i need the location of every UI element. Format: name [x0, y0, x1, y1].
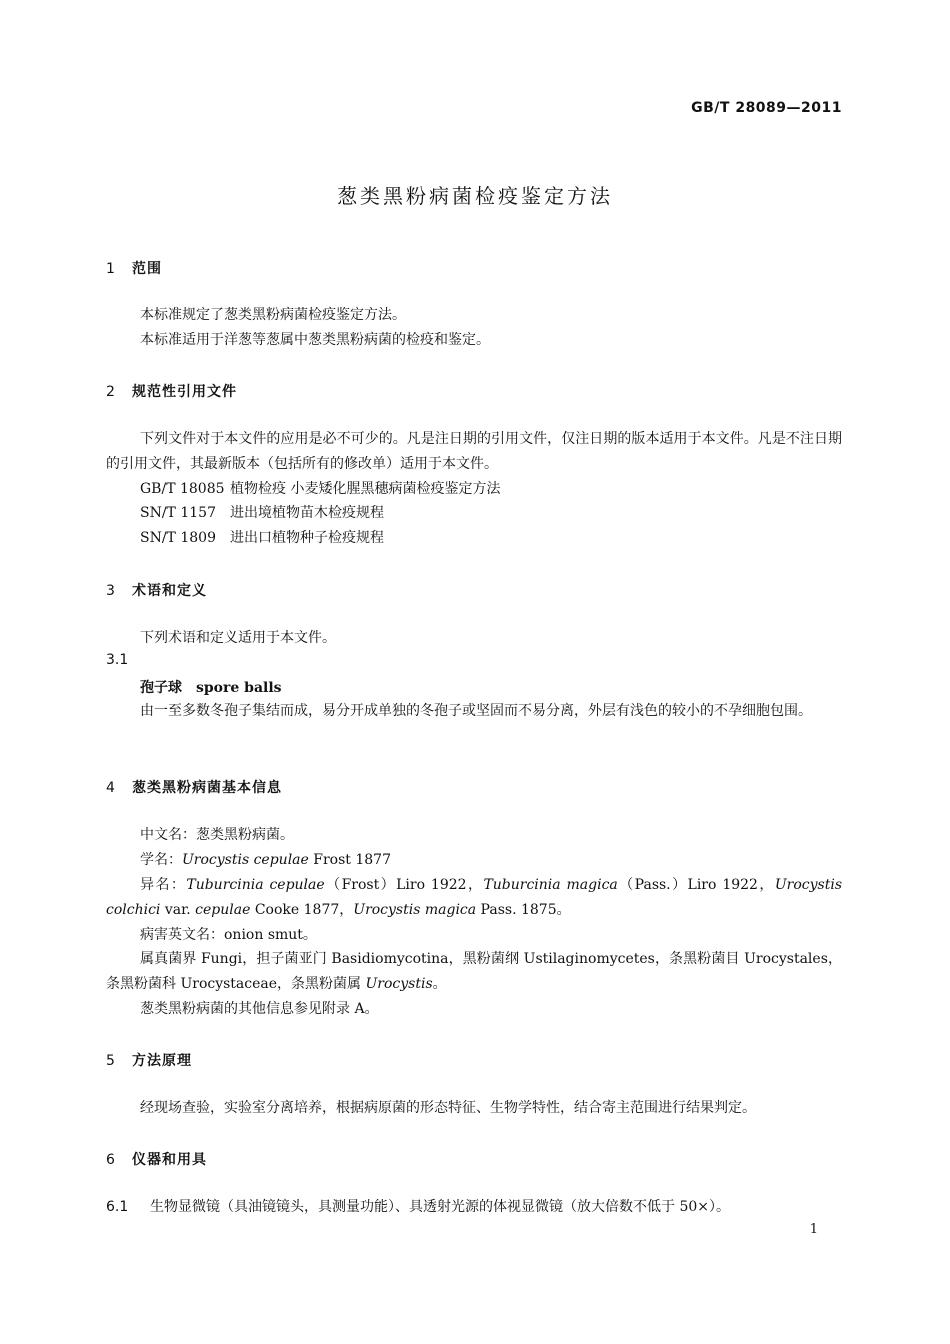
authority: （Frost）Liro 1922， — [324, 877, 484, 893]
section-1-heading — [106, 258, 162, 278]
scientific-name — [140, 848, 391, 873]
synonym-name: cepulae — [195, 901, 251, 918]
paragraph: 经现场查验，实验室分离培养，根据病原菌的形态特征、生物学特性，结合寄主范围进行结果判定。 — [140, 1100, 756, 1116]
subsection-number: 3.1 — [106, 652, 129, 668]
paragraph: 本标准适用于洋葱等葱属中葱类黑粉病菌的检疫和鉴定。 — [140, 332, 490, 348]
section-title: 仪器和用具 — [132, 1152, 207, 1168]
synonym-name: Tuburcinia magica — [483, 877, 618, 893]
species-name: Urocystis cepulae — [182, 852, 309, 868]
section-title: 范围 — [132, 261, 162, 277]
rank: var. — [160, 901, 196, 918]
section-3-heading — [106, 580, 207, 600]
section-number: 2 — [106, 384, 116, 400]
synonym-name: Urocystis magica — [353, 901, 477, 918]
term-heading — [140, 677, 282, 697]
paragraph: 下列文件对于本文件的应用是必不可少的。凡是注日期的引用文件，仅注日期的版本适用于本文件。凡是不注日期的引用文件，其最新版本（包括所有的修改单）适用于本文件。 — [106, 431, 842, 472]
synonym-name: Tuburcinia cepulae — [186, 877, 325, 893]
section-title: 葱类黑粉病菌基本信息 — [132, 780, 282, 796]
reference-title: 进出口植物种子检疫规程 — [230, 530, 384, 546]
reference-title: 进出境植物苗木检疫规程 — [230, 505, 384, 521]
subsection-text: 生物显微镜（具油镜镜头，具测量功能）、具透射光源的体视显微镜（放大倍数不低于 50×）。 — [150, 1199, 730, 1215]
authority: （Pass.）Liro 1922， — [617, 877, 775, 893]
reference-code: GB/T 18085 — [140, 481, 225, 497]
section-number: 5 — [106, 1053, 116, 1069]
subsection-number: 6.1 — [106, 1199, 129, 1215]
authority: Cooke 1877， — [250, 901, 354, 918]
section-5-heading — [106, 1050, 192, 1070]
synonyms — [106, 873, 842, 922]
term-definition: 由一至多数冬孢子集结而成，易分开成单独的冬孢子或坚固而不易分离，外层有浅色的较小的不孕细胞包围。 — [140, 703, 812, 719]
section-number: 1 — [106, 261, 116, 277]
section-6-heading — [106, 1149, 207, 1169]
document-title: 葱类黑粉病菌检疫鉴定方法 — [337, 184, 613, 208]
term-chinese: 孢子球 — [140, 680, 182, 696]
section-title: 规范性引用文件 — [132, 384, 237, 400]
reference-item — [140, 526, 384, 551]
term-english: spore balls — [196, 680, 282, 696]
section-number: 6 — [106, 1152, 116, 1168]
paragraph: 葱类黑粉病菌的其他信息参见附录 A。 — [140, 1001, 379, 1017]
taxonomy — [106, 947, 842, 996]
synonym-name: Urocystis colchici — [106, 877, 843, 918]
chinese-name: 中文名：葱类黑粉病菌。 — [140, 827, 294, 843]
taxonomy-text: 属真菌界 Fungi，担子菌亚门 Basidiomycotina，黑粉菌纲 Ustilaginomycetes，条黑粉菌目 Urocystales，条黑粉菌科 Urocystaceae，条黑粉菌属 — [106, 951, 842, 992]
standard-code: GB/T 28089—2011 — [691, 100, 842, 116]
label: 异名： — [140, 877, 187, 893]
section-title: 术语和定义 — [132, 583, 207, 599]
paragraph: 本标准规定了葱类黑粉病菌检疫鉴定方法。 — [140, 307, 406, 323]
section-2-heading — [106, 381, 237, 401]
genus-name: Urocystis — [365, 975, 433, 992]
reference-item — [140, 501, 384, 526]
punctuation: 。 — [432, 975, 447, 992]
label: 学名： — [140, 852, 182, 868]
section-number: 4 — [106, 780, 116, 796]
subsection-6-1 — [106, 1195, 730, 1220]
reference-code: SN/T 1157 — [140, 505, 216, 521]
section-title: 方法原理 — [132, 1053, 192, 1069]
reference-code: SN/T 1809 — [140, 530, 216, 546]
paragraph: 下列术语和定义适用于本文件。 — [140, 630, 336, 646]
section-4-heading — [106, 777, 282, 797]
reference-item — [140, 477, 500, 502]
reference-title: 植物检疫 小麦矮化腥黑穗病菌检疫鉴定方法 — [230, 481, 501, 497]
page-number: 1 — [809, 1222, 818, 1237]
authority: Frost 1877 — [308, 852, 391, 868]
authority: Pass. 1875。 — [476, 901, 571, 918]
section-number: 3 — [106, 583, 116, 599]
english-name: 病害英文名：onion smut。 — [140, 927, 317, 943]
